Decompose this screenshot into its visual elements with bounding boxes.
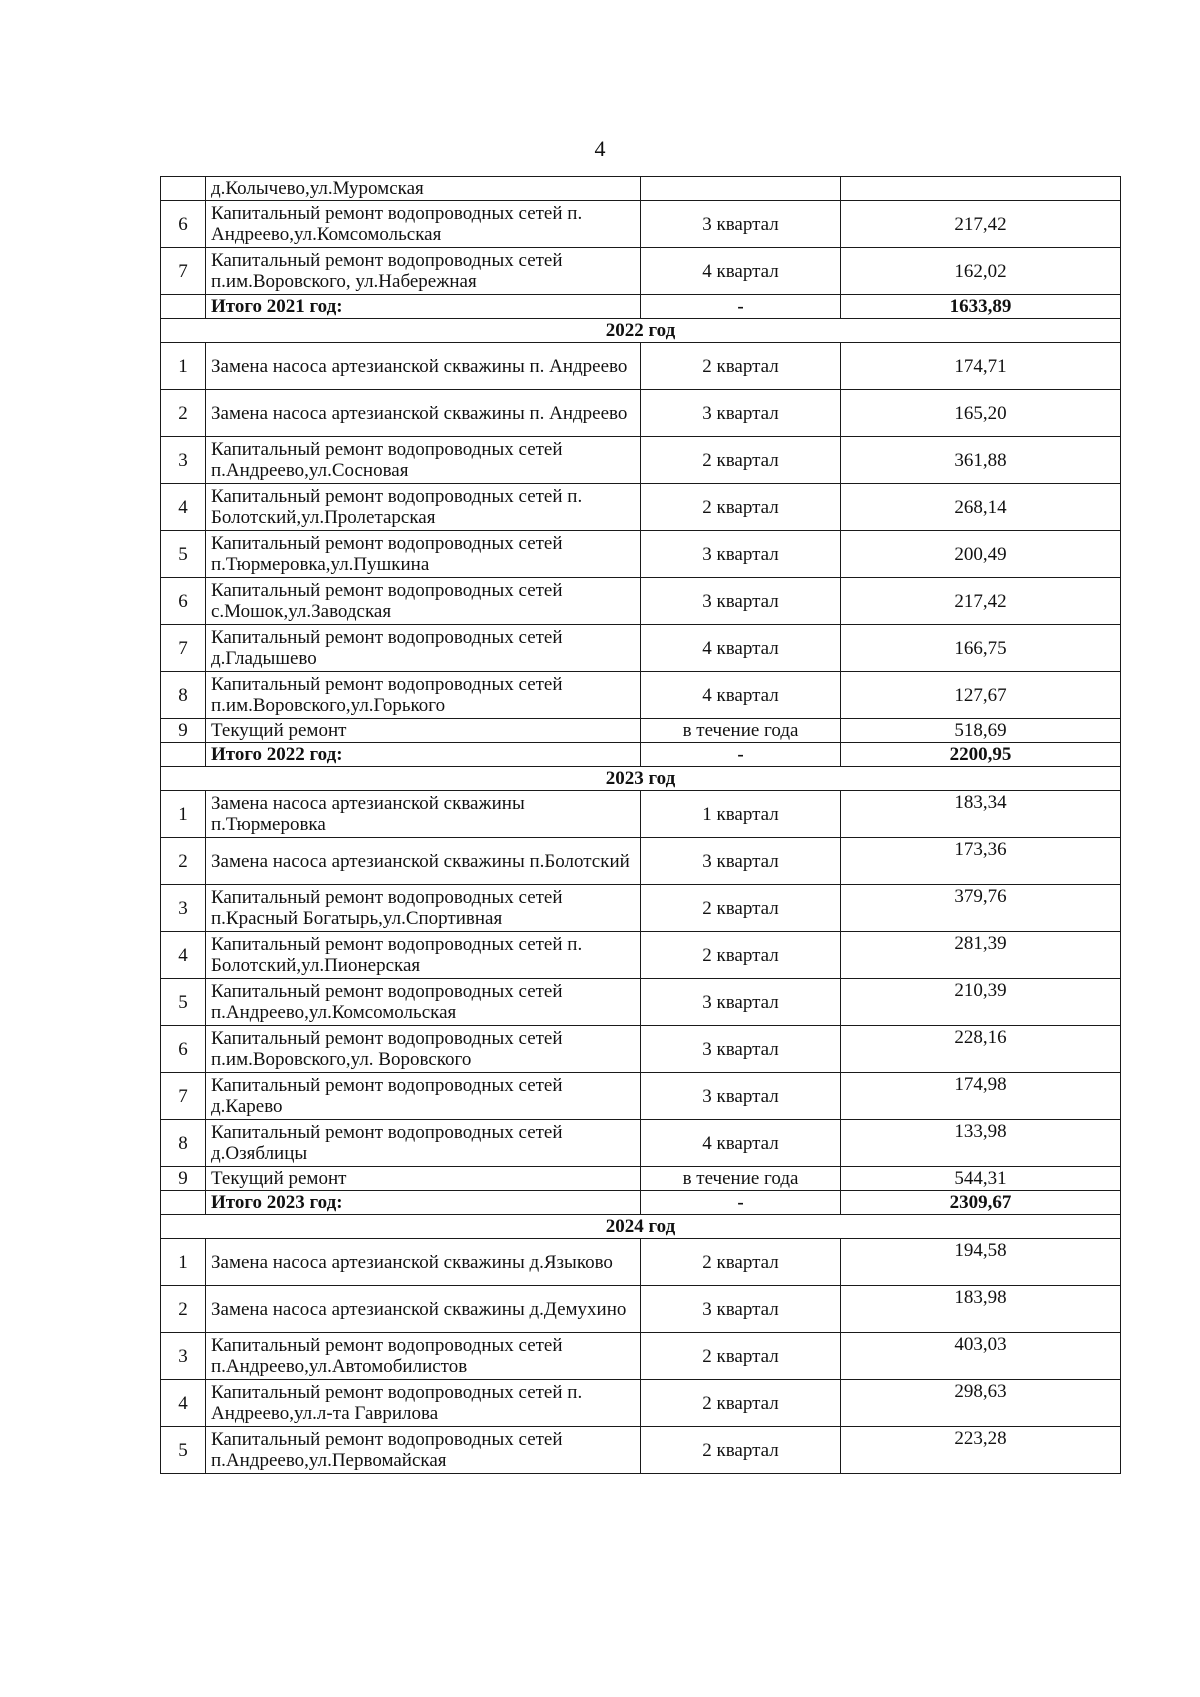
total-term: - <box>641 743 841 767</box>
work-sum: 183,34 <box>841 791 1121 838</box>
row-number: 4 <box>161 932 206 979</box>
row-number: 1 <box>161 1239 206 1286</box>
work-term: 2 квартал <box>641 484 841 531</box>
work-term: 3 квартал <box>641 201 841 248</box>
table-body <box>161 177 1121 1474</box>
work-sum: 281,39 <box>841 932 1121 979</box>
year-header-2023 <box>161 767 1121 791</box>
table-row <box>161 578 1121 625</box>
table-row <box>161 1026 1121 1073</box>
work-sum: 127,67 <box>841 672 1121 719</box>
table-row <box>161 1333 1121 1380</box>
year-label: 2022 год <box>161 319 1121 343</box>
work-term: 2 квартал <box>641 437 841 484</box>
table-row <box>161 1073 1121 1120</box>
table-row <box>161 1239 1121 1286</box>
total-term: - <box>641 295 841 319</box>
work-term: 4 квартал <box>641 625 841 672</box>
row-number: 5 <box>161 531 206 578</box>
work-term: 3 квартал <box>641 979 841 1026</box>
work-sum: 183,98 <box>841 1286 1121 1333</box>
row-number: 1 <box>161 791 206 838</box>
row-number: 5 <box>161 1427 206 1474</box>
table-row <box>161 1286 1121 1333</box>
work-sum: 217,42 <box>841 578 1121 625</box>
row-number: 4 <box>161 1380 206 1427</box>
work-term: 3 квартал <box>641 531 841 578</box>
work-sum: 200,49 <box>841 531 1121 578</box>
work-term: 2 квартал <box>641 932 841 979</box>
table-row <box>161 177 1121 201</box>
table-row <box>161 625 1121 672</box>
work-sum: 544,31 <box>841 1167 1121 1191</box>
work-term: 2 квартал <box>641 1427 841 1474</box>
work-term: 3 квартал <box>641 578 841 625</box>
work-term: 3 квартал <box>641 1026 841 1073</box>
works-plan-table <box>160 176 1121 1474</box>
work-sum: 379,76 <box>841 885 1121 932</box>
table-row <box>161 932 1121 979</box>
work-term: в течение года <box>641 719 841 743</box>
row-number: 7 <box>161 248 206 295</box>
total-label: Итого 2022 год: <box>206 743 641 767</box>
table-row <box>161 1120 1121 1167</box>
year-label: 2023 год <box>161 767 1121 791</box>
work-name: Капитальный ремонт водопроводных сетей п.Андреево,ул.Комсомольская <box>206 979 641 1026</box>
row-number: 8 <box>161 672 206 719</box>
table-row <box>161 201 1121 248</box>
work-term: 3 квартал <box>641 1073 841 1120</box>
work-name: Капитальный ремонт водопроводных сетей п.Андреево,ул.Автомобилистов <box>206 1333 641 1380</box>
work-term: 3 квартал <box>641 390 841 437</box>
work-name: Капитальный ремонт водопроводных сетей п.Андреево,ул.Сосновая <box>206 437 641 484</box>
work-name: Капитальный ремонт водопроводных сетей п. Андреево,ул.Комсомольская <box>206 201 641 248</box>
total-label: Итого 2023 год: <box>206 1191 641 1215</box>
table-row <box>161 791 1121 838</box>
work-sum: 228,16 <box>841 1026 1121 1073</box>
total-row-2022 <box>161 743 1121 767</box>
work-name: Капитальный ремонт водопроводных сетей п. Болотский,ул.Пролетарская <box>206 484 641 531</box>
work-sum: 298,63 <box>841 1380 1121 1427</box>
work-sum: 223,28 <box>841 1427 1121 1474</box>
table-row <box>161 343 1121 390</box>
work-name: д.Колычево,ул.Муромская <box>206 177 641 201</box>
table-row <box>161 1380 1121 1427</box>
row-number: 3 <box>161 1333 206 1380</box>
work-term <box>641 177 841 201</box>
row-number: 6 <box>161 1026 206 1073</box>
work-name: Капитальный ремонт водопроводных сетей с.Мошок,ул.Заводская <box>206 578 641 625</box>
total-sum: 2309,67 <box>841 1191 1121 1215</box>
row-number-empty <box>161 295 206 319</box>
row-number: 3 <box>161 437 206 484</box>
work-sum: 162,02 <box>841 248 1121 295</box>
work-name: Текущий ремонт <box>206 1167 641 1191</box>
row-number: 2 <box>161 1286 206 1333</box>
work-sum: 403,03 <box>841 1333 1121 1380</box>
work-name: Капитальный ремонт водопроводных сетей п.Тюрмеровка,ул.Пушкина <box>206 531 641 578</box>
table-row <box>161 672 1121 719</box>
row-number: 8 <box>161 1120 206 1167</box>
work-sum: 210,39 <box>841 979 1121 1026</box>
table-row <box>161 885 1121 932</box>
row-number: 6 <box>161 201 206 248</box>
work-term: 2 квартал <box>641 343 841 390</box>
row-number: 1 <box>161 343 206 390</box>
work-term: 2 квартал <box>641 1333 841 1380</box>
row-number-empty <box>161 1191 206 1215</box>
work-name: Капитальный ремонт водопроводных сетей п.им.Воровского, ул.Набережная <box>206 248 641 295</box>
work-term: 2 квартал <box>641 1380 841 1427</box>
work-name: Замена насоса артезианской скважины п. Андреево <box>206 343 641 390</box>
work-name: Капитальный ремонт водопроводных сетей п.Красный Богатырь,ул.Спортивная <box>206 885 641 932</box>
work-sum <box>841 177 1121 201</box>
work-sum: 361,88 <box>841 437 1121 484</box>
row-number: 4 <box>161 484 206 531</box>
work-name: Замена насоса артезианской скважины д.Демухино <box>206 1286 641 1333</box>
table-row <box>161 484 1121 531</box>
work-sum: 217,42 <box>841 201 1121 248</box>
work-term: 3 квартал <box>641 1286 841 1333</box>
row-number: 3 <box>161 885 206 932</box>
work-name: Текущий ремонт <box>206 719 641 743</box>
work-term: 4 квартал <box>641 248 841 295</box>
work-name: Капитальный ремонт водопроводных сетей п. Андреево,ул.л-та Гаврилова <box>206 1380 641 1427</box>
row-number: 7 <box>161 1073 206 1120</box>
work-name: Замена насоса артезианской скважины п. Андреево <box>206 390 641 437</box>
row-number: 6 <box>161 578 206 625</box>
work-sum: 165,20 <box>841 390 1121 437</box>
year-header-2022 <box>161 319 1121 343</box>
row-number <box>161 177 206 201</box>
work-sum: 174,71 <box>841 343 1121 390</box>
table-row <box>161 1427 1121 1474</box>
row-number: 2 <box>161 390 206 437</box>
row-number: 2 <box>161 838 206 885</box>
work-name: Капитальный ремонт водопроводных сетей п. Болотский,ул.Пионерская <box>206 932 641 979</box>
work-sum: 518,69 <box>841 719 1121 743</box>
work-sum: 166,75 <box>841 625 1121 672</box>
work-sum: 268,14 <box>841 484 1121 531</box>
work-name: Капитальный ремонт водопроводных сетей п.Андреево,ул.Первомайская <box>206 1427 641 1474</box>
work-name: Замена насоса артезианской скважины д.Языково <box>206 1239 641 1286</box>
total-row-2023 <box>161 1191 1121 1215</box>
total-term: - <box>641 1191 841 1215</box>
work-sum: 133,98 <box>841 1120 1121 1167</box>
total-label: Итого 2021 год: <box>206 295 641 319</box>
total-row-2021 <box>161 295 1121 319</box>
work-sum: 194,58 <box>841 1239 1121 1286</box>
work-term: 2 квартал <box>641 885 841 932</box>
table-row <box>161 719 1121 743</box>
total-sum: 2200,95 <box>841 743 1121 767</box>
work-name: Капитальный ремонт водопроводных сетей д.Озяблицы <box>206 1120 641 1167</box>
work-name: Капитальный ремонт водопроводных сетей д.Гладышево <box>206 625 641 672</box>
total-sum: 1633,89 <box>841 295 1121 319</box>
row-number-empty <box>161 743 206 767</box>
work-term: в течение года <box>641 1167 841 1191</box>
row-number: 9 <box>161 1167 206 1191</box>
work-name: Капитальный ремонт водопроводных сетей п.им.Воровского,ул.Горького <box>206 672 641 719</box>
table-row <box>161 248 1121 295</box>
year-label: 2024 год <box>161 1215 1121 1239</box>
work-name: Капитальный ремонт водопроводных сетей п.им.Воровского,ул. Воровского <box>206 1026 641 1073</box>
work-term: 3 квартал <box>641 838 841 885</box>
row-number: 5 <box>161 979 206 1026</box>
year-header-2024 <box>161 1215 1121 1239</box>
row-number: 9 <box>161 719 206 743</box>
table-row <box>161 531 1121 578</box>
work-term: 4 квартал <box>641 1120 841 1167</box>
work-term: 4 квартал <box>641 672 841 719</box>
work-term: 1 квартал <box>641 791 841 838</box>
table-row <box>161 390 1121 437</box>
work-term: 2 квартал <box>641 1239 841 1286</box>
work-sum: 173,36 <box>841 838 1121 885</box>
work-name: Замена насоса артезианской скважины п.Тюрмеровка <box>206 791 641 838</box>
table-row <box>161 1167 1121 1191</box>
table-row <box>161 838 1121 885</box>
table-row <box>161 437 1121 484</box>
table-row <box>161 979 1121 1026</box>
page-number: 4 <box>594 136 606 161</box>
work-sum: 174,98 <box>841 1073 1121 1120</box>
work-name: Замена насоса артезианской скважины п.Болотский <box>206 838 641 885</box>
work-name: Капитальный ремонт водопроводных сетей д.Карево <box>206 1073 641 1120</box>
row-number: 7 <box>161 625 206 672</box>
